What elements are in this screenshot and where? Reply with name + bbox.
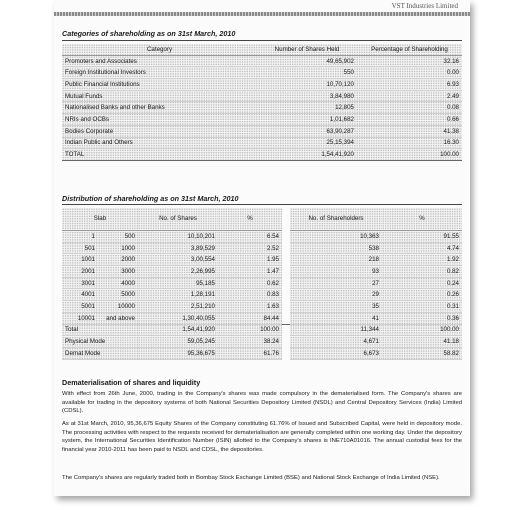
demat-paragraph-3: The Company's shares are regularly traded both in Bombay Stock Exchange Limited (BSE) and National Stock Exchange of India Limited (NSE). [62,475,440,481]
slab-to: 5000 [98,289,138,301]
column-gap [282,242,290,254]
slab-to: 1000 [98,242,138,254]
shares-cell: 25,15,394 [257,137,357,149]
shares-cell: 550 [257,67,357,79]
total-label: TOTAL [62,149,257,161]
slab-from: 3001 [62,277,98,289]
distribution-header-row [62,208,462,231]
distribution-table [62,208,462,360]
shares-pct-cell: 38.24 [218,336,282,348]
slab-to: 4000 [98,277,138,289]
shares-cell: 2,51,210 [138,301,218,313]
col-no-of-shares: No. of Shares [138,208,218,231]
shares-pct-cell: 1.47 [218,266,282,278]
holders-pct-cell: 100.00 [382,324,462,336]
holders-cell: 29 [290,289,382,301]
shares-cell: 95,185 [138,277,218,289]
col-percentage: Percentage of Shareholding [357,44,462,55]
column-gap [282,277,290,289]
percentage-cell: 41.38 [357,125,462,137]
holders-cell: 11,344 [290,324,382,336]
column-gap [282,301,290,313]
slab-from: 4001 [62,289,98,301]
document-page [54,0,470,496]
percentage-cell: 0.66 [357,114,462,126]
holders-cell: 41 [290,312,382,324]
shares-cell: 10,70,120 [257,79,357,91]
category-cell: Public Financial Institutions [62,79,257,91]
percentage-cell: 6.93 [357,79,462,91]
holders-pct-cell: 0.31 [382,301,462,313]
total-row [62,324,462,336]
slab-from: 1 [62,231,98,243]
physical-mode-row [62,336,462,348]
holders-pct-cell: 58.82 [382,347,462,359]
shares-pct-cell: 1.63 [218,301,282,313]
slab-to: and above [98,312,138,324]
percentage-cell: 16.30 [357,137,462,149]
holders-cell: 93 [290,266,382,278]
slab-from: 1001 [62,254,98,266]
holders-pct-cell: 0.24 [382,277,462,289]
shares-cell: 1,28,191 [138,289,218,301]
slab-from: 2001 [62,266,98,278]
category-cell: Indian Public and Others [62,137,257,149]
shares-pct-cell: 61.76 [218,347,282,359]
column-gap [282,324,290,336]
row-label: Physical Mode [62,336,138,348]
category-cell: Bodies Corporate [62,125,257,137]
shares-pct-cell: 100.00 [218,324,282,336]
col-shares-held: Number of Shares Held [257,44,357,55]
shares-cell: 59,05,245 [138,336,218,348]
table-row [62,90,462,102]
shares-pct-cell: 2.52 [218,242,282,254]
shares-cell: 1,54,41,920 [138,324,218,336]
table-row [62,114,462,126]
table-row [62,125,462,137]
demat-title: Dematerialisation of shares and liquidity [62,378,201,387]
shares-cell: 95,36,675 [138,347,218,359]
shares-cell: 1,30,40,055 [138,312,218,324]
categories-table [62,44,462,161]
holders-pct-cell: 0.26 [382,289,462,301]
table-row [62,137,462,149]
table-row [62,254,462,266]
shares-cell: 1,01,682 [257,114,357,126]
table-row [62,242,462,254]
slab-to: 2000 [98,254,138,266]
table-row [62,312,462,324]
table-row [62,301,462,313]
holders-cell: 6,673 [290,347,382,359]
category-cell: NRIs and OCBs [62,114,257,126]
categories-header-row [62,44,462,55]
percentage-cell: 2.49 [357,90,462,102]
column-gap [282,208,290,231]
shares-cell: 10,10,201 [138,231,218,243]
table-row [62,55,462,67]
shares-pct-cell: 0.83 [218,289,282,301]
col-slab: Slab [62,208,138,231]
shares-cell: 49,65,902 [257,55,357,67]
percentage-cell: 0.08 [357,102,462,114]
shares-pct-cell: 0.62 [218,277,282,289]
holders-cell: 4,671 [290,336,382,348]
table-row [62,102,462,114]
shares-pct-cell: 6.54 [218,231,282,243]
header-rule [54,12,470,16]
category-cell: Foreign Institutional Investors [62,67,257,79]
demat-paragraph-1: With effect from 26th June, 2000, trading in the Company's shares was made compulsory in the dematerialised form. The Company's shares are available for trading in the depository systems of both National Securities Depository Limited (NSDL) and Central Depository Services (India) Limited (CDSL). [62,391,462,415]
holders-pct-cell: 4.74 [382,242,462,254]
demat-paragraph-2: As at 31st March, 2010, 95,36,675 Equity Shares of the Company constituting 61.76% of Issued and Subscribed Capital, were held in depository mode. The processing activities with respect to the requests received for dematerialisation are generally completed within one working day. Under the depository system, the International Securities Identification Number (ISIN) allotted to the Company's shares is INE710A01016. The annual custodial fees for the financial year 2010-2011 has been paid to NSDL and CDSL, the depositories. [62,421,463,453]
row-label: Demat Mode [62,347,138,359]
shares-cell: 3,89,529 [138,242,218,254]
shares-cell: 63,90,287 [257,125,357,137]
col-category: Category [62,44,257,55]
column-gap [282,347,290,359]
table-row [62,277,462,289]
holders-pct-cell: 41.18 [382,336,462,348]
holders-pct-cell: 0.36 [382,312,462,324]
category-cell: Nationalised Banks and other Banks [62,102,257,114]
company-header: VST Industries Limited [391,2,458,10]
shares-pct-cell: 1.95 [218,254,282,266]
holders-pct-cell: 1.92 [382,254,462,266]
slab-to: 3000 [98,266,138,278]
categories-rule [62,40,462,41]
percentage-cell: 32.16 [357,55,462,67]
holders-pct-cell: 0.82 [382,266,462,278]
column-gap [282,254,290,266]
column-gap [282,231,290,243]
holders-cell: 538 [290,242,382,254]
table-row [62,266,462,278]
shares-cell: 12,805 [257,102,357,114]
slab-from: 501 [62,242,98,254]
shares-pct-cell: 84.44 [218,312,282,324]
column-gap [282,336,290,348]
total-row [62,149,462,161]
shares-cell: 3,00,554 [138,254,218,266]
table-row [62,67,462,79]
slab-to: 10000 [98,301,138,313]
total-shares: 1,54,41,920 [257,149,357,161]
holders-cell: 10,363 [290,231,382,243]
shares-cell: 3,84,980 [257,90,357,102]
column-gap [282,266,290,278]
holders-cell: 218 [290,254,382,266]
slab-to: 500 [98,231,138,243]
slab-from: 5001 [62,301,98,313]
shares-cell: 2,26,995 [138,266,218,278]
demat-mode-row [62,347,462,359]
column-gap [282,312,290,324]
distribution-rule [62,204,462,205]
col-no-of-shareholders: No. of Shareholders [290,208,382,231]
column-gap [282,289,290,301]
holders-cell: 35 [290,301,382,313]
table-row [62,231,462,243]
col-shares-pct: % [218,208,282,231]
percentage-cell: 0.00 [357,67,462,79]
distribution-title: Distribution of shareholding as on 31st March, 2010 [62,194,239,203]
holders-pct-cell: 91.55 [382,231,462,243]
table-row [62,289,462,301]
table-row [62,79,462,91]
categories-title: Categories of shareholding as on 31st March, 2010 [62,29,236,38]
total-percentage: 100.00 [357,149,462,161]
slab-from: 10001 [62,312,98,324]
category-cell: Promoters and Associates [62,55,257,67]
row-label: Total [62,324,138,336]
holders-cell: 27 [290,277,382,289]
category-cell: Mutual Funds [62,90,257,102]
col-holders-pct: % [382,208,462,231]
